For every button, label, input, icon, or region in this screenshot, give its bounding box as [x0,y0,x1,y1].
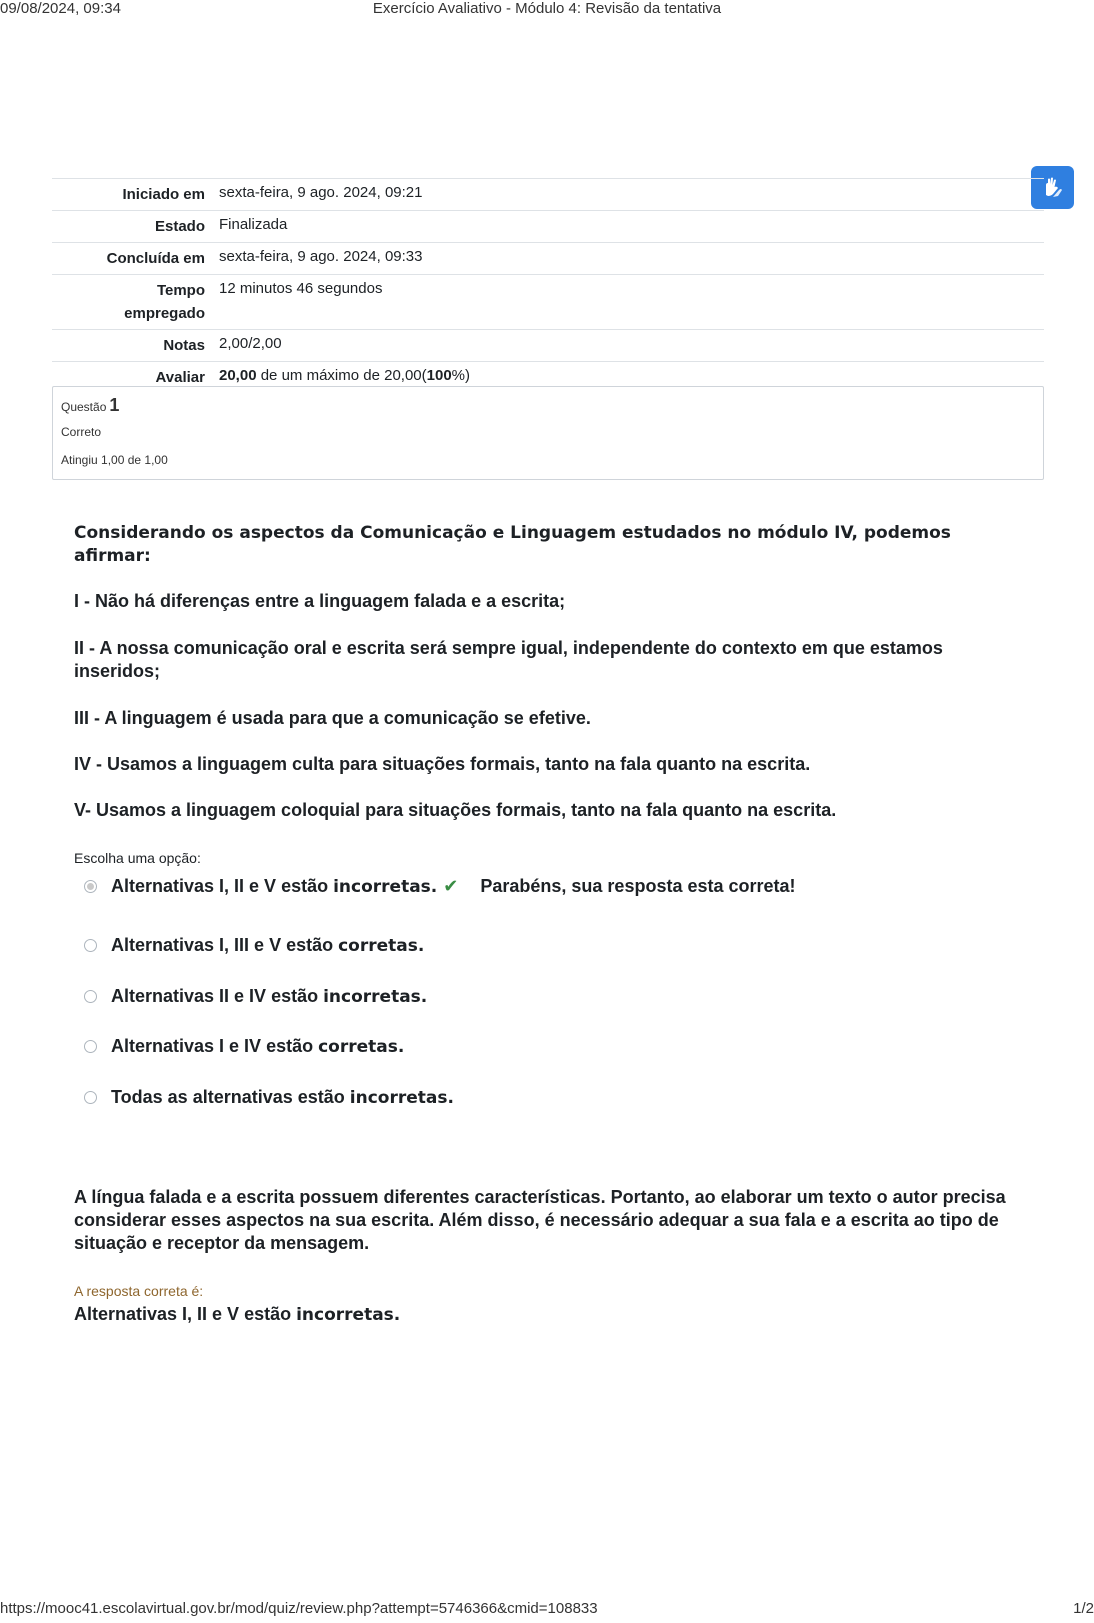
answer-option-2[interactable] [84,935,424,956]
summary-row-marks [52,330,1044,362]
answer-option-label [111,986,427,1007]
print-datetime: 09/08/2024, 09:34 [0,0,121,17]
answer-option-3[interactable] [84,986,427,1007]
option-emphasis: corretas. [318,1037,405,1057]
right-answer-text: Alternativas I, II e V estão [74,1304,297,1324]
option-text: Todas as alternativas estão [111,1087,350,1107]
option-emphasis: corretas. [338,936,425,956]
answer-option-label [111,935,424,956]
question-number [61,395,119,416]
print-footer [0,1600,1094,1620]
correct-check-icon: ✔ [443,876,459,896]
radio-button[interactable] [84,939,97,952]
right-answer [74,1304,400,1325]
answer-option-5[interactable] [84,1087,454,1108]
right-answer-label: A resposta correta é: [74,1283,204,1299]
statement-4: IV - Usamos a linguagem culta para situações formais, tanto na fala quanto na escrita. [74,754,811,774]
answer-feedback: Parabéns, sua resposta esta correta! [480,876,796,896]
completed-label: Concluída em [106,250,205,267]
answer-option-label [111,1036,404,1057]
question-state: Correto [61,425,102,439]
general-feedback: A língua falada e a escrita possuem diferentes características. Portanto, ao elaborar um texto o autor precisa considerar esses aspectos na sua escrita. Além disso, é necessário adequar a sua fala e a escrita ao tipo de situação e receptor da mensagem. [74,1187,1006,1253]
completed-value: sexta-feira, 9 ago. 2024, 09:33 [219,248,423,265]
started-value: sexta-feira, 9 ago. 2024, 09:21 [219,184,423,201]
time-label-line2: empregado [124,305,205,322]
grade-label: Avaliar [155,369,205,386]
question-text [74,522,1024,568]
summary-row-state [52,211,1044,243]
radio-selected[interactable] [84,880,97,893]
radio-button[interactable] [84,1091,97,1104]
statement-5: V- Usamos a linguagem coloquial para situações formais, tanto na fala quanto na escrita. [74,800,837,820]
grade-percent: 100 [426,367,452,384]
option-text: Alternativas I e IV estão [111,1036,319,1056]
grade-percent-sign: %) [451,367,471,384]
option-text: Alternativas I, II e V estão [111,876,334,896]
statement-1: I - Não há diferenças entre a linguagem falada e a escrita; [74,591,566,611]
question-mark: Atingiu 1,00 de 1,00 [61,453,168,467]
print-page-title: Exercício Avaliativo - Módulo 4: Revisão da tentativa [372,0,722,17]
summary-row-completed [52,243,1044,275]
statement-2: II - A nossa comunicação oral e escrita será sempre igual, independente do contexto em que estamos inseridos; [74,638,943,681]
question-intro: Considerando os aspectos da Comunicação e Linguagem estudados no módulo IV, podemos afirmar: [74,523,951,566]
attempt-summary-table [52,178,1044,393]
radio-button[interactable] [84,1040,97,1053]
grade-max: de um máximo de 20,00( [256,367,427,384]
statement-3: III - A linguagem é usada para que a comunicação se efetive. [74,708,591,728]
answer-option-label [111,876,437,897]
answer-option-label [111,1087,454,1108]
summary-row-time [52,275,1044,330]
summary-row-started [52,179,1044,211]
state-value: Finalizada [219,216,288,233]
time-value: 12 minutos 46 segundos [219,280,383,297]
time-label [52,275,211,330]
question-number-value: 1 [109,395,120,415]
marks-value: 2,00/2,00 [219,335,282,352]
choose-option-prompt: Escolha uma opção: [74,850,201,866]
option-emphasis: incorretas. [323,987,428,1007]
option-text: Alternativas I, III e V estão [111,935,339,955]
answer-option-4[interactable] [84,1036,404,1057]
option-emphasis: incorretas. [333,877,438,897]
state-label: Estado [154,218,205,235]
radio-button[interactable] [84,990,97,1003]
question-label: Questão [61,400,107,414]
grade-score: 20,00 [219,367,257,384]
print-page-number: 1/2 [1073,1600,1094,1617]
option-text: Alternativas II e IV estão [111,986,324,1006]
marks-label: Notas [163,337,205,354]
right-answer-emphasis: incorretas. [296,1305,401,1325]
answer-option-1[interactable] [84,876,796,897]
time-label-line1: Tempo [156,282,205,299]
print-url: https://mooc41.escolavirtual.gov.br/mod/quiz/review.php?attempt=5746366&cmid=108833 [0,1600,598,1617]
started-label: Iniciado em [122,186,205,203]
print-header [0,0,1094,20]
option-emphasis: incorretas. [349,1088,454,1108]
question-info-box [52,386,1044,480]
